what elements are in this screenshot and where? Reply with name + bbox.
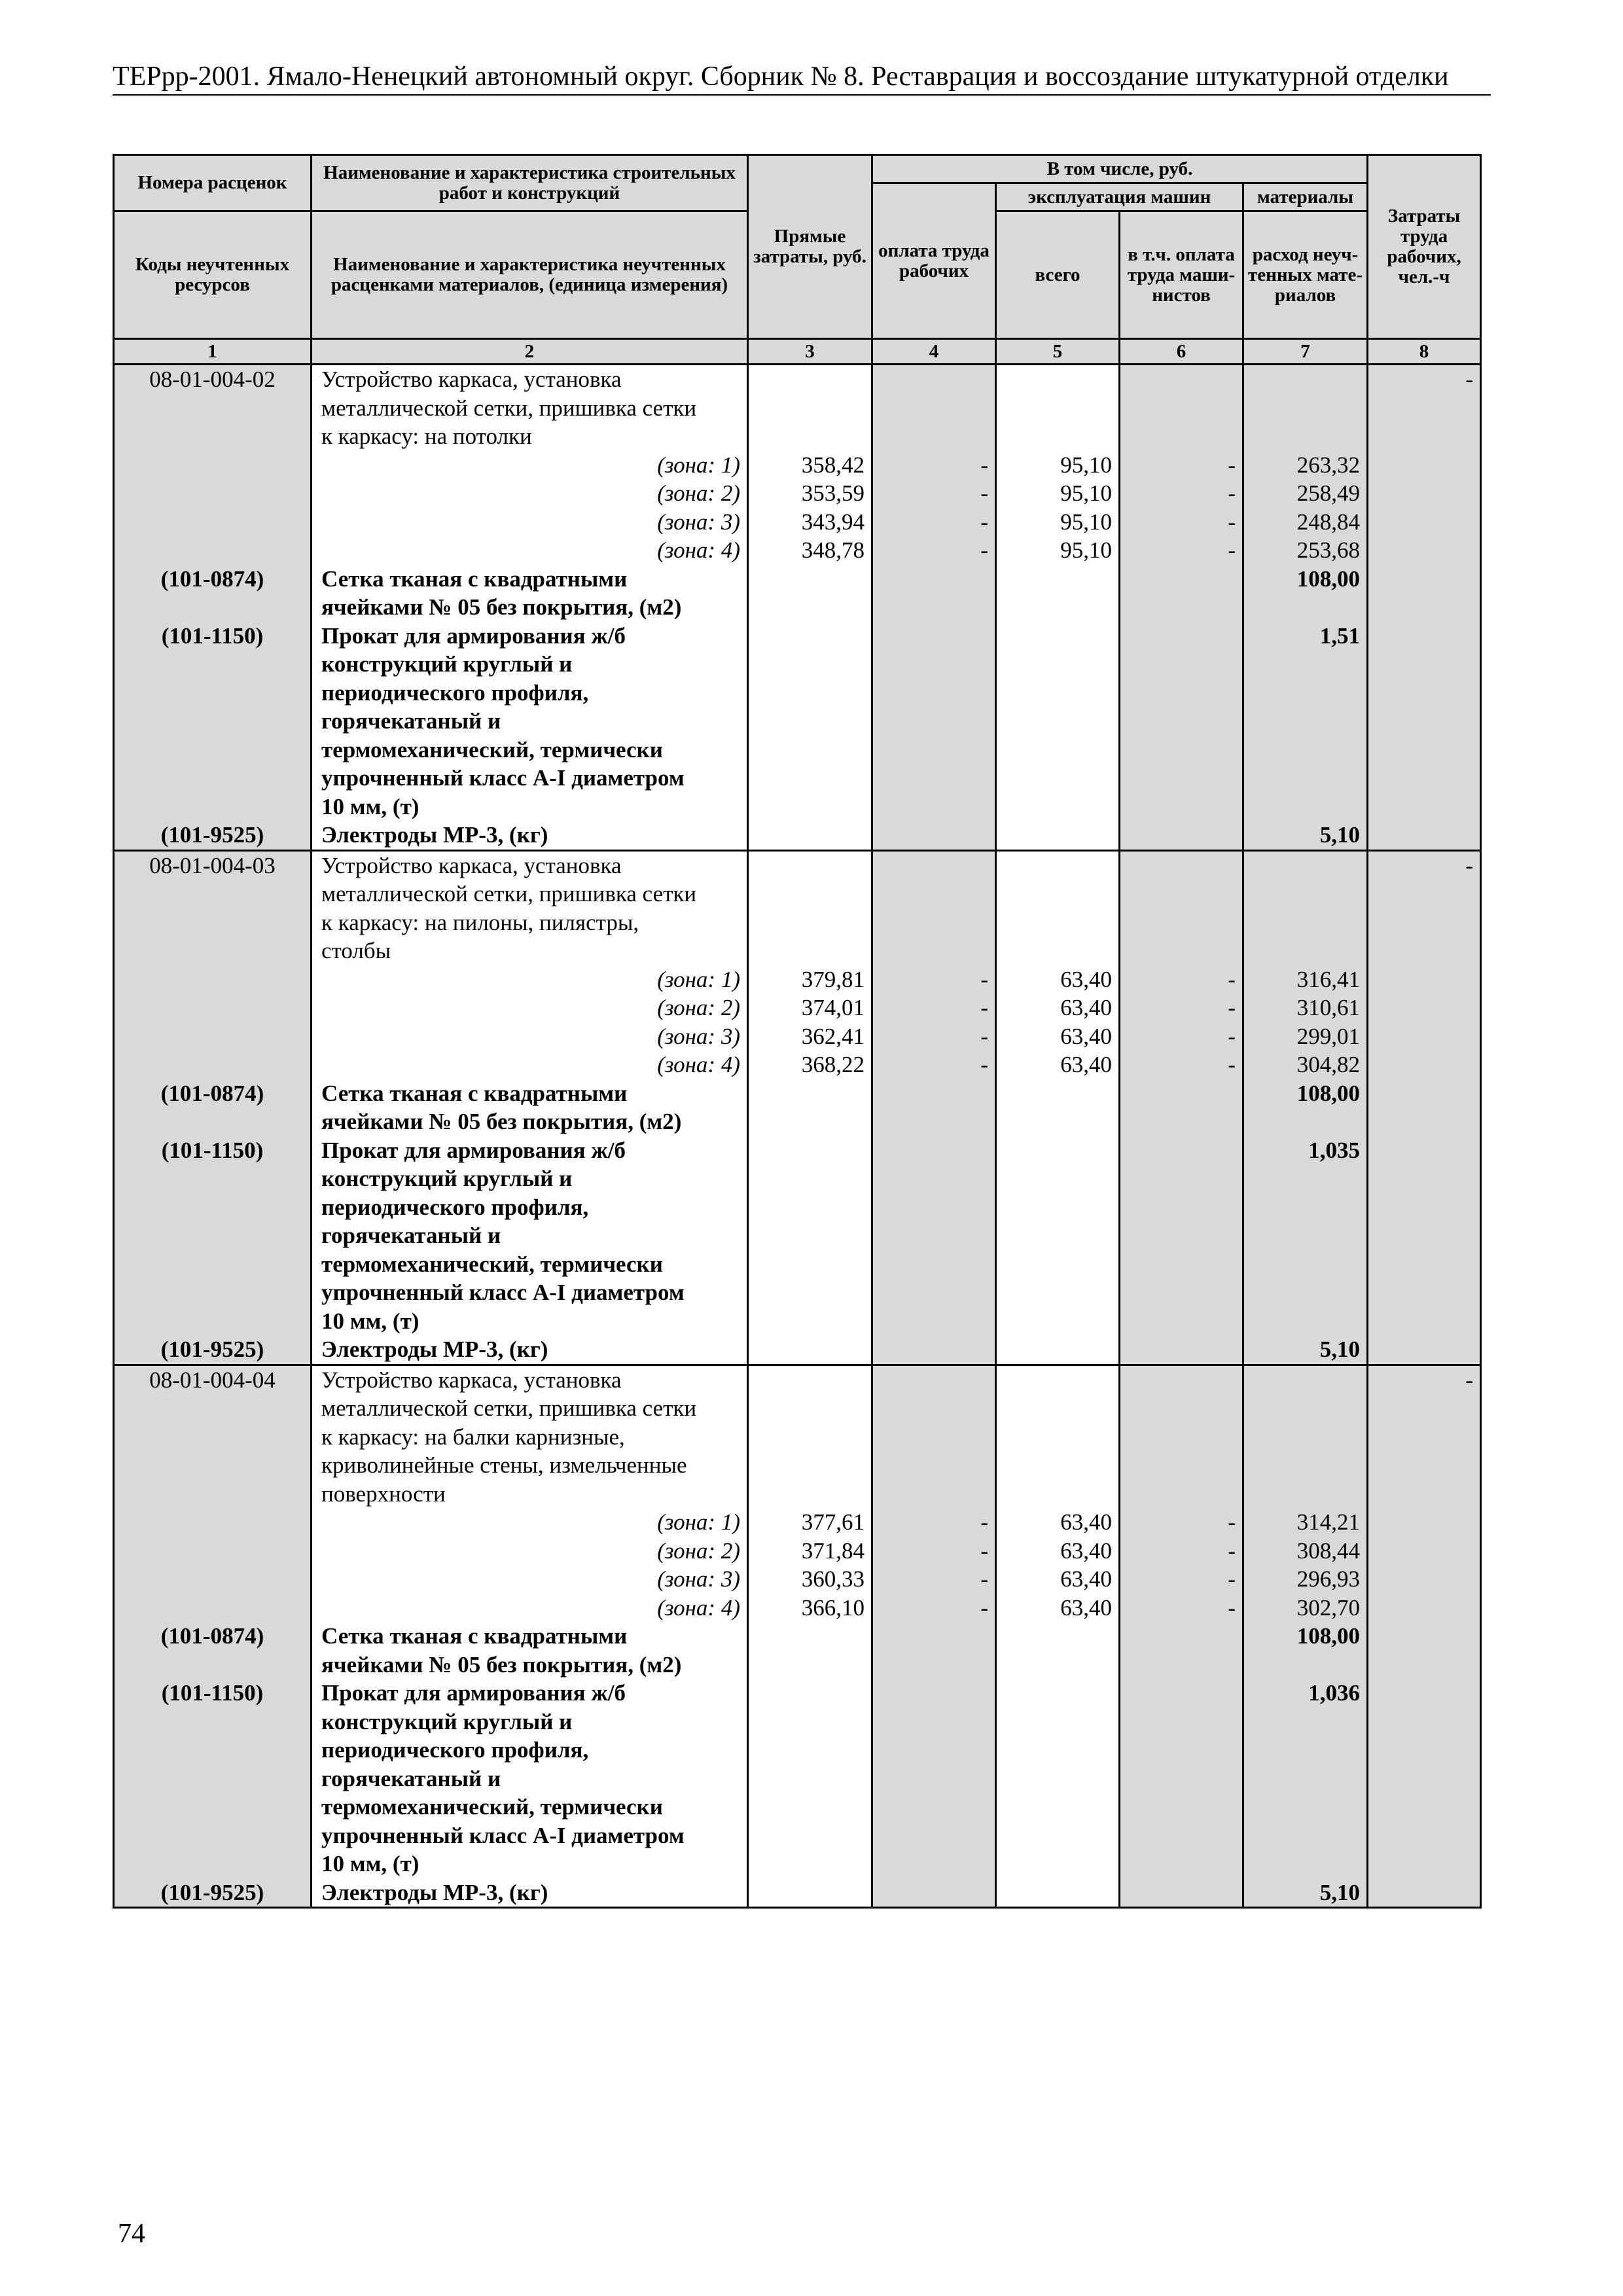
materials-cost: 258,49 (1296, 480, 1361, 506)
direct-cost: 377,61 (801, 1509, 865, 1535)
resource-name-line: термомеханический, термически (321, 1794, 663, 1820)
machine-total: 63,40 (1060, 1052, 1112, 1077)
resource-name-line: ячейками № 05 без покрытия, (м2) (321, 594, 682, 620)
labor-cost-cell (1368, 1365, 1481, 1908)
machine-total: 63,40 (1060, 1023, 1112, 1049)
resource-name-line: ячейками № 05 без покрытия, (м2) (321, 1109, 682, 1134)
materials-cost-cell (1243, 365, 1368, 851)
header-unaccounted-consumption: расход неуч-тенных мате-риалов (1243, 211, 1368, 339)
resource-consumption: 1,036 (1308, 1680, 1361, 1706)
header-materials: материалы (1243, 183, 1368, 211)
rate-name-line: металлической сетки, пришивка сетки (321, 881, 697, 906)
materials-cost: 302,70 (1296, 1594, 1361, 1621)
direct-cost: 379,81 (801, 966, 865, 992)
zone-label: (зона: 2) (657, 1537, 740, 1564)
page-header-title: ТЕРрр-2001. Ямало-Ненецкий автономный округ. Сборник № 8. Реставрация и воссоздание штукатурной отделки (113, 62, 1449, 92)
machinist-pay-cell (1120, 1365, 1243, 1908)
zone-label: (зона: 1) (657, 1509, 740, 1535)
direct-cost-cell (748, 1365, 872, 1908)
resource-name-line: горячекатаный и (321, 1765, 501, 1791)
resource-name-line: термомеханический, термически (321, 736, 663, 762)
worker-pay: - (980, 452, 988, 478)
machinist-pay: - (1228, 452, 1236, 478)
machinist-pay: - (1228, 1566, 1236, 1592)
worker-pay: - (980, 1023, 988, 1049)
direct-cost: 366,10 (801, 1594, 865, 1621)
rate-name-line: к каркасу: на пилоны, пилястры, (321, 909, 639, 935)
worker-pay: - (980, 995, 988, 1020)
machine-total-cell (996, 1365, 1120, 1908)
worker-pay: - (980, 480, 988, 506)
worker-pay-cell (872, 1365, 996, 1908)
resource-code: (101-0874) (160, 1623, 264, 1649)
direct-cost: 374,01 (801, 995, 865, 1020)
table-row (114, 1365, 1481, 1908)
machinist-pay: - (1228, 966, 1236, 992)
resource-name-line: Прокат для армирования ж/б (321, 622, 626, 649)
rate-name-line: Устройство каркаса, установка (321, 852, 622, 878)
header-rule (113, 94, 1491, 96)
resource-consumption: 5,10 (1319, 1879, 1361, 1905)
materials-cost: 316,41 (1296, 966, 1361, 992)
resource-consumption: 5,10 (1319, 1336, 1361, 1362)
direct-cost: 371,84 (801, 1537, 865, 1564)
resource-name-line: Сетка тканая с квадратными (321, 565, 628, 592)
materials-cost: 308,44 (1296, 1537, 1361, 1564)
worker-pay: - (980, 1566, 988, 1592)
rate-code: 08-01-004-02 (149, 367, 276, 392)
resource-consumption: 108,00 (1296, 1623, 1361, 1649)
resource-name-line: упрочненный класс А-I диаметром (321, 1822, 685, 1848)
header-machine-operation: эксплуатация машин (996, 183, 1243, 211)
resource-name-line: ячейками № 05 без покрытия, (м2) (321, 1651, 682, 1677)
resource-name-line: упрочненный класс А-I диаметром (321, 765, 685, 791)
worker-pay: - (980, 966, 988, 992)
rate-name-line: металлической сетки, пришивка сетки (321, 1395, 697, 1421)
header-resource-codes: Коды неучтенных ресурсов (114, 211, 312, 339)
rate-code-cell (114, 1365, 312, 1908)
resource-code: (101-0874) (160, 1080, 264, 1106)
resource-name-line: Прокат для армирования ж/б (321, 1137, 626, 1163)
worker-pay: - (980, 1052, 988, 1077)
machine-total: 63,40 (1060, 1566, 1112, 1592)
worker-pay: - (980, 1509, 988, 1535)
resource-consumption: 1,035 (1308, 1137, 1361, 1163)
column-number: 3 (748, 339, 872, 365)
column-number: 1 (114, 339, 312, 365)
rate-code: 08-01-004-03 (149, 852, 276, 878)
materials-cost-cell (1243, 1365, 1368, 1908)
machine-total: 95,10 (1060, 537, 1112, 563)
zone-label: (зона: 3) (657, 509, 740, 535)
resource-code: (101-9525) (160, 1336, 264, 1362)
resource-name-line: горячекатаный и (321, 708, 501, 734)
zone-label: (зона: 3) (657, 1023, 740, 1049)
direct-cost: 348,78 (801, 537, 865, 563)
machinist-pay: - (1228, 509, 1236, 535)
resource-code: (101-0874) (160, 565, 264, 592)
zone-label: (зона: 1) (657, 966, 740, 992)
header-total: всего (996, 211, 1120, 339)
zone-label: (зона: 3) (657, 1566, 740, 1592)
rate-block (114, 850, 1481, 1365)
resource-name-line: конструкций круглый и (321, 651, 573, 677)
machinist-pay: - (1228, 537, 1236, 563)
resource-name-line: горячекатаный и (321, 1223, 501, 1248)
header-direct-costs: Прямые затраты, руб. (748, 155, 872, 339)
header-labor-costs: Затраты труда рабочих, чел.-ч (1368, 155, 1481, 339)
resource-name-line: периодического профиля, (321, 1194, 589, 1220)
column-number: 4 (872, 339, 996, 365)
worker-pay-cell (872, 365, 996, 851)
column-number: 6 (1120, 339, 1243, 365)
materials-cost: 248,84 (1296, 509, 1361, 535)
zone-label: (зона: 1) (657, 452, 740, 478)
rate-block (114, 365, 1481, 851)
rate-name-line: металлической сетки, пришивка сетки (321, 395, 697, 421)
labor-cost-cell (1368, 365, 1481, 851)
machinist-pay: - (1228, 1537, 1236, 1564)
machine-total: 95,10 (1060, 509, 1112, 535)
header-machinist-pay: в т.ч. оплата труда маши-нистов (1120, 211, 1243, 339)
rates-table (113, 154, 1482, 1909)
machinist-pay: - (1228, 1594, 1236, 1621)
resource-name-line: конструкций круглый и (321, 1166, 573, 1191)
resource-consumption: 108,00 (1296, 1080, 1361, 1106)
materials-cost: 304,82 (1296, 1052, 1361, 1077)
machine-total: 63,40 (1060, 1509, 1112, 1535)
labor-cost: - (1465, 1367, 1474, 1393)
table-row (114, 850, 1481, 1365)
labor-cost: - (1465, 367, 1474, 392)
rate-name-cell (312, 1365, 748, 1908)
table-row (114, 365, 1481, 851)
direct-cost-cell (748, 365, 872, 851)
materials-cost: 314,21 (1296, 1509, 1361, 1535)
direct-cost: 353,59 (801, 480, 865, 506)
machinist-pay: - (1228, 995, 1236, 1020)
machine-total: 95,10 (1060, 480, 1112, 506)
header-rate-numbers: Номера расценок (114, 155, 312, 211)
column-number: 2 (312, 339, 748, 365)
rate-code: 08-01-004-04 (149, 1367, 276, 1393)
labor-cost-cell (1368, 850, 1481, 1365)
direct-cost: 360,33 (801, 1566, 865, 1592)
rate-name-line: поверхности (321, 1480, 446, 1507)
direct-cost: 358,42 (801, 452, 865, 478)
worker-pay-cell (872, 850, 996, 1365)
machine-total: 63,40 (1060, 1537, 1112, 1564)
resource-name-line: периодического профиля, (321, 1737, 589, 1763)
labor-cost: - (1465, 852, 1474, 878)
zone-label: (зона: 2) (657, 995, 740, 1020)
resource-consumption: 1,51 (1319, 622, 1361, 649)
direct-cost-cell (748, 850, 872, 1365)
direct-cost: 368,22 (801, 1052, 865, 1077)
rate-name-line: к каркасу: на потолки (321, 423, 532, 449)
page-number: 74 (118, 2219, 145, 2249)
resource-code: (101-1150) (161, 622, 264, 649)
resource-name-line: Электроды МР-3, (кг) (321, 822, 548, 848)
resource-name-line: 10 мм, (т) (321, 1851, 419, 1876)
resource-consumption: 5,10 (1319, 822, 1361, 848)
machine-total-cell (996, 850, 1120, 1365)
resource-name-line: Сетка тканая с квадратными (321, 1623, 628, 1649)
table-header (114, 155, 1481, 365)
zone-label: (зона: 4) (657, 1594, 740, 1621)
rate-code-cell (114, 365, 312, 851)
materials-cost: 296,93 (1296, 1566, 1361, 1592)
zone-label: (зона: 4) (657, 1052, 740, 1077)
machinist-pay-cell (1120, 365, 1243, 851)
resource-name-line: Электроды МР-3, (кг) (321, 1336, 548, 1362)
rate-code-cell (114, 850, 312, 1365)
header-worker-pay: оплата труда рабочих (872, 183, 996, 339)
header-including: В том числе, руб. (872, 155, 1368, 183)
materials-cost: 299,01 (1296, 1023, 1361, 1049)
zone-label: (зона: 4) (657, 537, 740, 563)
worker-pay: - (980, 1594, 988, 1621)
rate-name-cell (312, 365, 748, 851)
rate-name-line: столбы (321, 938, 391, 963)
header-work-name: Наименование и характеристика строительных работ и конструкций (312, 155, 748, 211)
machine-total-cell (996, 365, 1120, 851)
resource-name-line: 10 мм, (т) (321, 1308, 419, 1334)
machine-total: 63,40 (1060, 1594, 1112, 1621)
resource-name-line: термомеханический, термически (321, 1251, 663, 1277)
resource-name-line: конструкций круглый и (321, 1708, 573, 1734)
resource-name-line: Электроды МР-3, (кг) (321, 1879, 548, 1905)
zone-label: (зона: 2) (657, 480, 740, 506)
resource-name-line: Прокат для армирования ж/б (321, 1680, 626, 1706)
worker-pay: - (980, 1537, 988, 1564)
rate-name-line: криволинейные стены, измельченные (321, 1452, 687, 1478)
column-number: 5 (996, 339, 1120, 365)
rate-name-line: к каркасу: на балки карнизные, (321, 1424, 625, 1450)
machine-total: 63,40 (1060, 995, 1112, 1020)
machinist-pay: - (1228, 480, 1236, 506)
rate-name-line: Устройство каркаса, установка (321, 1367, 622, 1393)
resource-name-line: периодического профиля, (321, 679, 589, 706)
resource-name-line: упрочненный класс А-I диаметром (321, 1280, 685, 1305)
column-number: 7 (1243, 339, 1368, 365)
materials-cost-cell (1243, 850, 1368, 1365)
resource-name-line: Сетка тканая с квадратными (321, 1080, 628, 1106)
resource-code: (101-9525) (160, 1879, 264, 1905)
machine-total: 63,40 (1060, 966, 1112, 992)
worker-pay: - (980, 537, 988, 563)
materials-cost: 310,61 (1296, 995, 1361, 1020)
machinist-pay-cell (1120, 850, 1243, 1365)
header-material-name: Наименование и характеристика неучтенных расценками материалов, (единица измерения) (312, 211, 748, 339)
rate-block (114, 1365, 1481, 1908)
machinist-pay: - (1228, 1509, 1236, 1535)
machine-total: 95,10 (1060, 452, 1112, 478)
rate-name-line: Устройство каркаса, установка (321, 367, 622, 392)
resource-consumption: 108,00 (1296, 565, 1361, 592)
column-number: 8 (1368, 339, 1481, 365)
resource-code: (101-1150) (161, 1680, 264, 1706)
materials-cost: 253,68 (1296, 537, 1361, 563)
materials-cost: 263,32 (1296, 452, 1361, 478)
machinist-pay: - (1228, 1023, 1236, 1049)
resource-name-line: 10 мм, (т) (321, 793, 419, 819)
machinist-pay: - (1228, 1052, 1236, 1077)
resource-code: (101-1150) (161, 1137, 264, 1163)
direct-cost: 362,41 (801, 1023, 865, 1049)
direct-cost: 343,94 (801, 509, 865, 535)
worker-pay: - (980, 509, 988, 535)
resource-code: (101-9525) (160, 822, 264, 848)
rate-name-cell (312, 850, 748, 1365)
